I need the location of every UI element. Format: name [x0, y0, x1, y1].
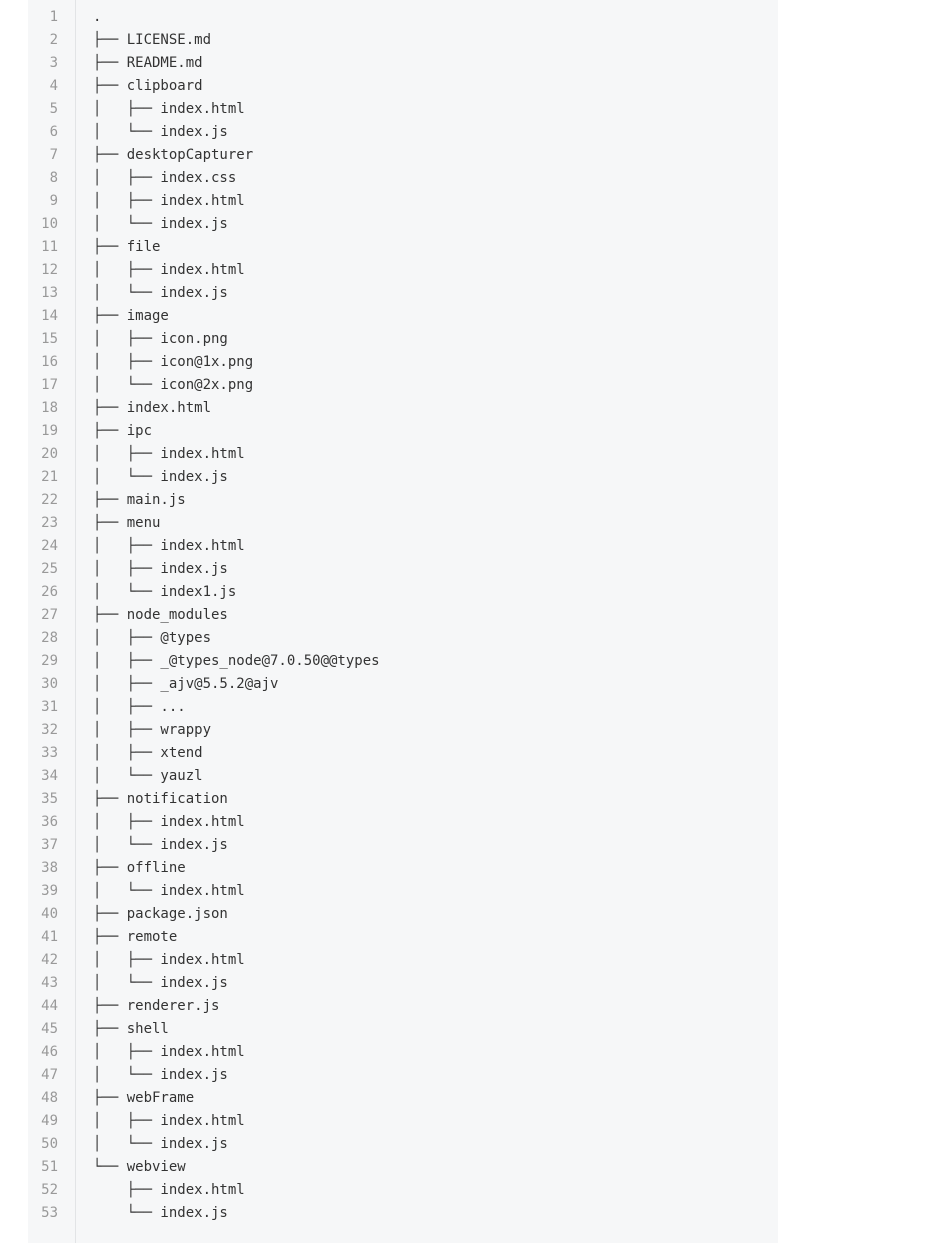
code-line [28, 995, 778, 1018]
line-text: │ ├── wrappy [93, 722, 212, 738]
line-number: 4 [49, 78, 58, 94]
code-line [28, 834, 778, 857]
code-line [28, 29, 778, 52]
code-line [28, 420, 778, 443]
code-line [28, 167, 778, 190]
code-block [28, 0, 778, 1243]
line-text: │ └── index.js [93, 124, 228, 140]
line-number: 20 [41, 446, 58, 462]
line-number: 44 [41, 998, 58, 1014]
code-line [28, 1064, 778, 1087]
code-line [28, 1087, 778, 1110]
code-line [28, 926, 778, 949]
line-text: ├── clipboard [93, 78, 203, 94]
line-number: 39 [41, 883, 58, 899]
line-text: │ └── index.js [93, 216, 228, 232]
line-number: 40 [41, 906, 58, 922]
code-line [28, 650, 778, 673]
code-line [28, 328, 778, 351]
line-text: │ ├── index.html [93, 538, 245, 554]
code-line [28, 305, 778, 328]
line-text: ├── package.json [93, 906, 228, 922]
line-number: 22 [41, 492, 58, 508]
code-lines [28, 6, 778, 1225]
code-line [28, 1110, 778, 1133]
line-number: 47 [41, 1067, 58, 1083]
line-number: 12 [41, 262, 58, 278]
line-number: 46 [41, 1044, 58, 1060]
line-text: └── webview [93, 1159, 186, 1175]
code-line [28, 903, 778, 926]
line-text: ├── desktopCapturer [93, 147, 254, 163]
line-text: ├── notification [93, 791, 228, 807]
code-line [28, 1018, 778, 1041]
line-number: 30 [41, 676, 58, 692]
line-number: 5 [49, 101, 58, 117]
line-number: 3 [49, 55, 58, 71]
code-line [28, 512, 778, 535]
line-number: 27 [41, 607, 58, 623]
line-number: 6 [49, 124, 58, 140]
line-number: 10 [41, 216, 58, 232]
line-text: │ ├── icon.png [93, 331, 228, 347]
code-line [28, 558, 778, 581]
line-number: 43 [41, 975, 58, 991]
code-line [28, 765, 778, 788]
code-line [28, 1202, 778, 1225]
line-text: . [93, 9, 102, 25]
line-number: 11 [41, 239, 58, 255]
code-line [28, 811, 778, 834]
code-line [28, 788, 778, 811]
line-number: 26 [41, 584, 58, 600]
line-text: │ └── index.js [93, 837, 228, 853]
code-line [28, 857, 778, 880]
line-text: │ ├── _@types_node@7.0.50@@types [93, 653, 380, 669]
line-number: 48 [41, 1090, 58, 1106]
code-line [28, 6, 778, 29]
line-number: 31 [41, 699, 58, 715]
line-text: ├── remote [93, 929, 178, 945]
line-text: │ ├── index.js [93, 561, 228, 577]
line-number: 21 [41, 469, 58, 485]
line-text: │ └── index.js [93, 975, 228, 991]
code-line [28, 443, 778, 466]
code-line [28, 581, 778, 604]
line-number: 34 [41, 768, 58, 784]
line-number: 23 [41, 515, 58, 531]
line-text: │ ├── index.html [93, 262, 245, 278]
line-text: ├── shell [93, 1021, 169, 1037]
code-line [28, 374, 778, 397]
line-text: │ ├── index.html [93, 952, 245, 968]
line-number: 8 [49, 170, 58, 186]
line-number: 18 [41, 400, 58, 416]
code-line [28, 397, 778, 420]
line-number: 32 [41, 722, 58, 738]
line-text: ├── renderer.js [93, 998, 220, 1014]
line-text: ├── menu [93, 515, 161, 531]
code-line [28, 489, 778, 512]
line-text: │ └── index.js [93, 1136, 228, 1152]
line-text: │ ├── index.css [93, 170, 237, 186]
line-number: 17 [41, 377, 58, 393]
line-text: │ ├── _ajv@5.5.2@ajv [93, 676, 279, 692]
line-number: 35 [41, 791, 58, 807]
line-number: 52 [41, 1182, 58, 1198]
line-text: │ └── icon@2x.png [93, 377, 254, 393]
line-number: 14 [41, 308, 58, 324]
code-line [28, 604, 778, 627]
code-line [28, 535, 778, 558]
code-line [28, 190, 778, 213]
line-text: │ ├── @types [93, 630, 212, 646]
line-text: ├── webFrame [93, 1090, 195, 1106]
code-line [28, 949, 778, 972]
line-text: │ ├── ... [93, 699, 186, 715]
line-text: ├── node_modules [93, 607, 228, 623]
line-number: 15 [41, 331, 58, 347]
line-text: │ ├── index.html [93, 1044, 245, 1060]
line-number: 28 [41, 630, 58, 646]
line-number: 29 [41, 653, 58, 669]
code-line [28, 673, 778, 696]
line-text: │ ├── icon@1x.png [93, 354, 254, 370]
line-number: 53 [41, 1205, 58, 1221]
line-number: 38 [41, 860, 58, 876]
line-number: 7 [49, 147, 58, 163]
code-line [28, 880, 778, 903]
line-number: 13 [41, 285, 58, 301]
code-line [28, 236, 778, 259]
line-text: │ ├── index.html [93, 814, 245, 830]
line-text: │ └── index.html [93, 883, 245, 899]
code-line [28, 75, 778, 98]
line-number: 16 [41, 354, 58, 370]
line-number: 9 [49, 193, 58, 209]
code-line [28, 259, 778, 282]
line-number: 36 [41, 814, 58, 830]
code-line [28, 466, 778, 489]
line-text: │ ├── xtend [93, 745, 203, 761]
line-text: └── index.js [93, 1205, 228, 1221]
line-text: │ ├── index.html [93, 101, 245, 117]
line-text: ├── offline [93, 860, 186, 876]
line-text: │ ├── index.html [93, 193, 245, 209]
line-number: 49 [41, 1113, 58, 1129]
code-line [28, 144, 778, 167]
line-number: 50 [41, 1136, 58, 1152]
code-line [28, 121, 778, 144]
code-line [28, 52, 778, 75]
line-number: 51 [41, 1159, 58, 1175]
line-text: │ └── yauzl [93, 768, 203, 784]
line-text: │ └── index.js [93, 1067, 228, 1083]
line-text: │ ├── index.html [93, 1113, 245, 1129]
line-number: 33 [41, 745, 58, 761]
line-number: 42 [41, 952, 58, 968]
line-number: 25 [41, 561, 58, 577]
line-text: ├── LICENSE.md [93, 32, 212, 48]
code-line [28, 972, 778, 995]
line-number: 24 [41, 538, 58, 554]
code-line [28, 1133, 778, 1156]
code-line [28, 719, 778, 742]
line-text: ├── file [93, 239, 161, 255]
code-line [28, 1179, 778, 1202]
line-text: │ ├── index.html [93, 446, 245, 462]
line-text: ├── ipc [93, 423, 153, 439]
code-line [28, 282, 778, 305]
line-text: ├── README.md [93, 55, 203, 71]
line-number: 37 [41, 837, 58, 853]
code-line [28, 1041, 778, 1064]
line-text: │ └── index.js [93, 285, 228, 301]
code-line [28, 213, 778, 236]
line-text: ├── index.html [93, 400, 212, 416]
code-line [28, 98, 778, 121]
line-number: 2 [49, 32, 58, 48]
line-number: 19 [41, 423, 58, 439]
line-number: 41 [41, 929, 58, 945]
line-text: ├── image [93, 308, 169, 324]
code-line [28, 351, 778, 374]
line-text: │ └── index1.js [93, 584, 237, 600]
code-line [28, 696, 778, 719]
code-line [28, 1156, 778, 1179]
code-line [28, 627, 778, 650]
line-number: 45 [41, 1021, 58, 1037]
line-number: 1 [49, 9, 58, 25]
line-text: │ └── index.js [93, 469, 228, 485]
code-line [28, 742, 778, 765]
line-text: ├── main.js [93, 492, 186, 508]
line-text: ├── index.html [93, 1182, 245, 1198]
